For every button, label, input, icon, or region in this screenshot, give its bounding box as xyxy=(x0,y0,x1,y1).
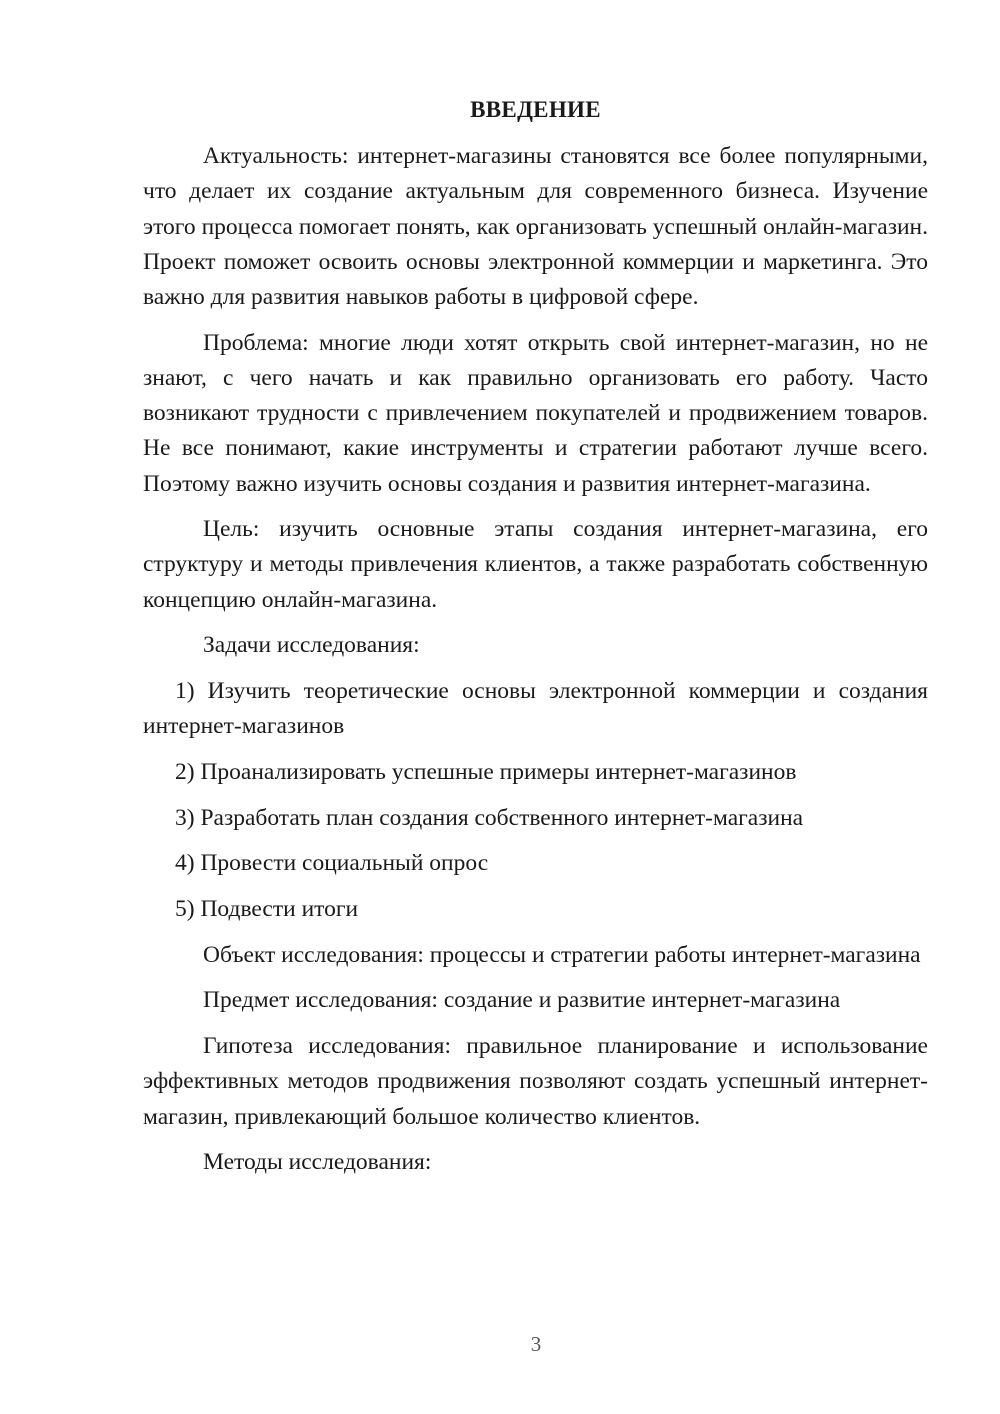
document-page xyxy=(143,92,928,1191)
goal-paragraph: Цель: изучить основные этапы создания интернет-магазина, его структуру и методы привлечения клиентов, а также разработать собственную концепцию онлайн-магазина. xyxy=(143,516,928,613)
task-item-5: 5) Подвести итоги xyxy=(175,896,359,923)
tasks-heading: Задачи исследования: xyxy=(203,632,420,659)
subject-paragraph: Предмет исследования: создание и развитие интернет-магазина xyxy=(203,987,841,1014)
methods-heading: Методы исследования: xyxy=(203,1149,432,1176)
page-number: 3 xyxy=(530,1332,542,1356)
hypothesis-paragraph: Гипотеза исследования: правильное планирование и использование эффективных методов продвижения позволяют создать успешный интернет-магазин, привлекающий большое количество клиентов. xyxy=(143,1033,928,1130)
relevance-paragraph: Актуальность: интернет-магазины становятся все более популярными, что делает их создание актуальным для современного бизнеса. Изучение этого процесса помогает понять, как организовать успешный онлайн-магазин. Проект поможет освоить основы электронной коммерции и маркетинга. Это важно для развития навыков работы в цифровой сфере. xyxy=(143,143,928,311)
object-paragraph: Объект исследования: процессы и стратегии работы интернет-магазина xyxy=(203,941,921,968)
task-item-4: 4) Провести социальный опрос xyxy=(175,850,489,877)
task-item-2: 2) Проанализировать успешные примеры интернет-магазинов xyxy=(175,758,797,785)
task-item-1: 1) Изучить теоретические основы электронной коммерции и создания интернет-магазинов xyxy=(143,678,928,740)
problem-paragraph: Проблема: многие люди хотят открыть свой интернет-магазин, но не знают, с чего начать и как правильно организовать его работу. Часто возникают трудности с привлечением покупателей и продвижением товаров. Не все понимают, какие инструменты и стратегии работают лучше всего. Поэтому важно изучить основы создания и развития интернет-магазина. xyxy=(143,329,928,497)
section-title: ВВЕДЕНИЕ xyxy=(470,97,601,122)
task-item-3: 3) Разработать план создания собственного интернет-магазина xyxy=(175,804,804,831)
